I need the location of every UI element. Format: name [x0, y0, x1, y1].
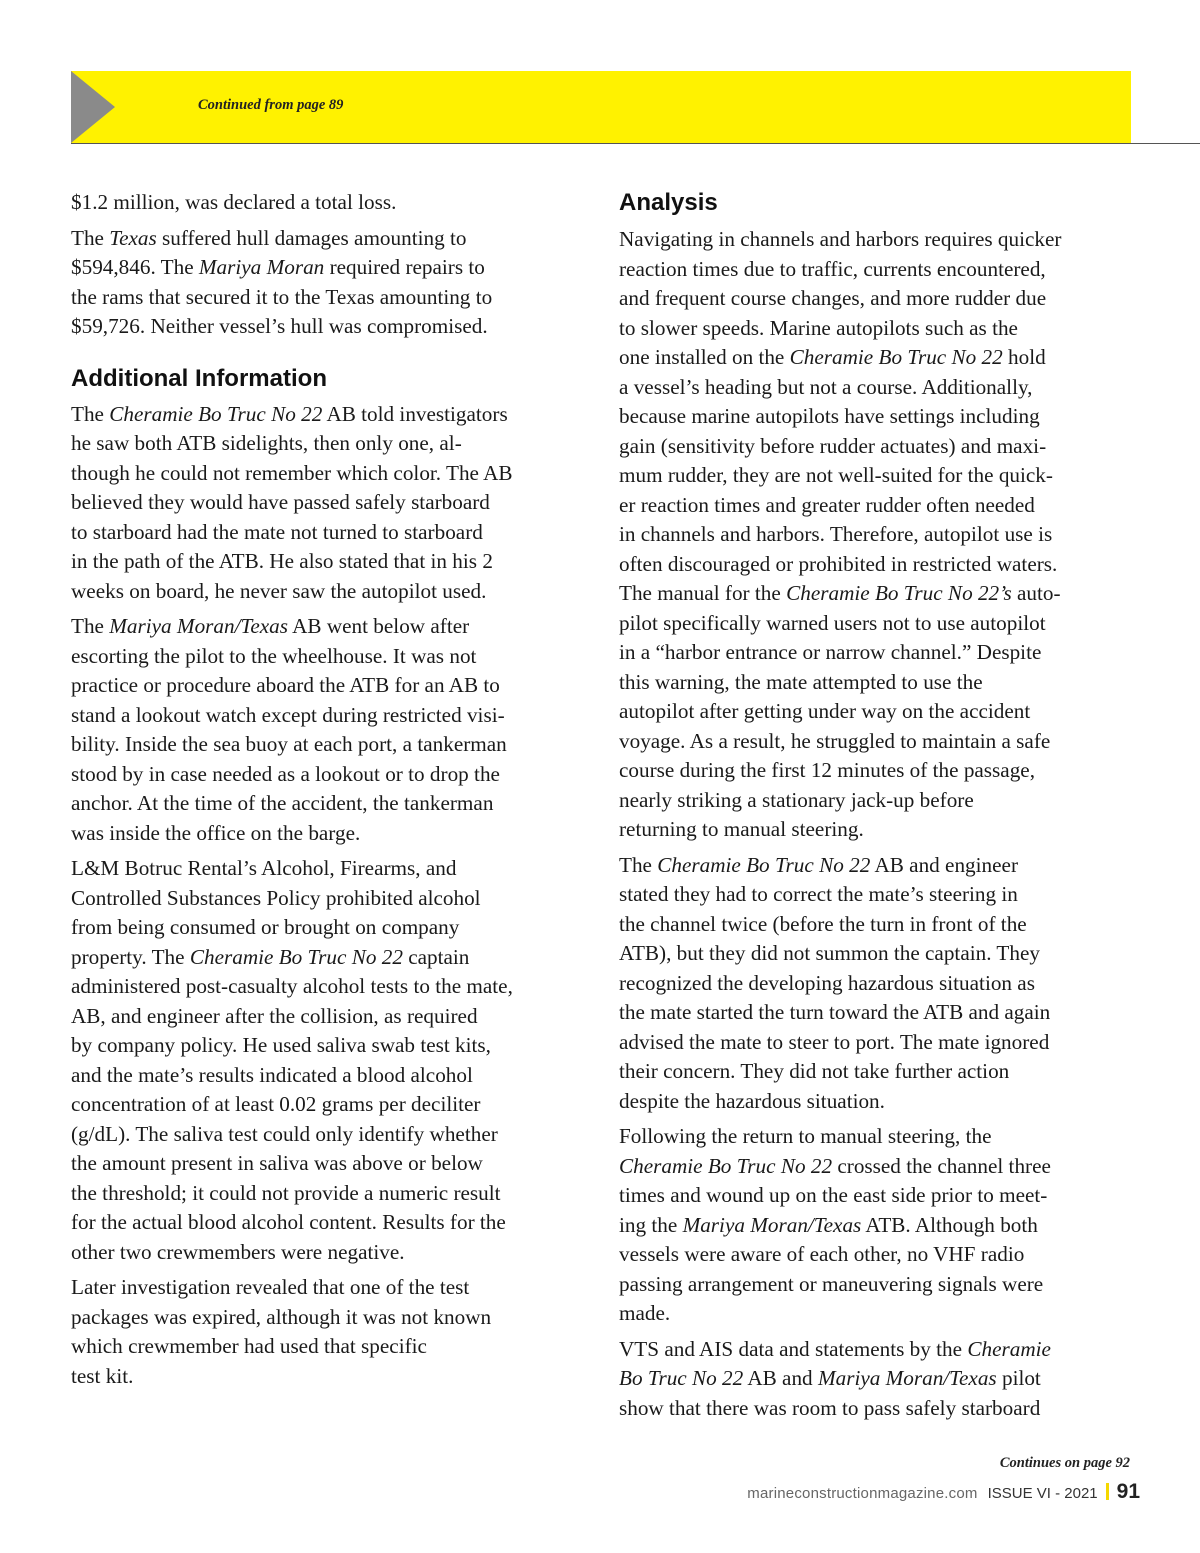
text-line: Bo Truc No 22 AB and Mariya Moran/Texas pilot — [619, 1366, 1041, 1390]
paragraph-later-investigation — [71, 1273, 586, 1391]
footer-separator — [1106, 1483, 1109, 1500]
text-line: the amount present in saliva was above or below — [71, 1151, 483, 1175]
vessel-name: Mariya Moran/Texas — [682, 1212, 862, 1237]
vessel-name: Bo Truc No 22 — [619, 1366, 744, 1390]
text-line: though he could not remember which color. The AB — [71, 460, 513, 485]
text-line: packages was expired, although it was not known — [71, 1304, 492, 1329]
text-line: $1.2 million, was declared a total loss. — [71, 190, 397, 214]
text-line: (g/dL). The saliva test could only identify whether — [71, 1121, 498, 1146]
text-line: AB, and engineer after the collision, as required — [71, 1003, 478, 1028]
text-line: their concern. They did not take further action — [619, 1059, 1010, 1083]
vessel-name: Cheramie Bo Truc No 22 — [109, 401, 323, 426]
text-line: autopilot after getting under way on the accident — [619, 699, 1031, 723]
text-line: the channel twice (before the turn in front of the — [619, 911, 1027, 936]
text-line: Navigating in channels and harbors requires quicker — [619, 227, 1062, 251]
paragraph-following — [619, 1122, 1139, 1329]
paragraph-alcohol-policy — [71, 854, 586, 1267]
text-line: because marine autopilots have settings including — [619, 404, 1040, 428]
text-line: stand a lookout watch except during restricted visi- — [71, 702, 505, 727]
right-column — [619, 188, 1139, 1429]
vessel-name: Mariya Moran — [198, 255, 325, 279]
text-line: escorting the pilot to the wheelhouse. It was not — [71, 643, 477, 668]
text-line: concentration of at least 0.02 grams per deciliter — [71, 1092, 481, 1116]
banner-arrow-icon — [71, 71, 115, 143]
text-line: often discouraged or prohibited in restricted waters. — [619, 551, 1058, 576]
text-line: recognized the developing hazardous situation as — [619, 970, 1035, 995]
text-line: anchor. At the time of the accident, the tankerman — [71, 791, 494, 815]
text-line: ATB), but they did not summon the captain. They — [619, 941, 1040, 965]
text-line: Later investigation revealed that one of the test — [71, 1275, 470, 1299]
vessel-name: Cheramie Bo Truc No 22’s — [786, 581, 1012, 605]
text-line: weeks on board, he never saw the autopilot used. — [71, 578, 487, 603]
text-line: vessels were aware of each other, no VHF radio — [619, 1242, 1025, 1266]
paragraph-engineer — [619, 851, 1139, 1117]
vessel-name: Mariya Moran/Texas — [109, 614, 288, 638]
text-line: the mate started the turn toward the ATB and again — [619, 1000, 1051, 1024]
paragraph-navigating — [619, 225, 1139, 845]
text-line: mum rudder, they are not well-suited for the quick- — [619, 463, 1053, 487]
text-line: the threshold; it could not provide a numeric result — [71, 1180, 501, 1205]
text-line: the rams that secured it to the Texas amounting to — [71, 284, 493, 309]
text-line: made. — [619, 1301, 671, 1325]
continued-from: Continued from page 89 — [198, 97, 344, 113]
text-line: and the mate’s results indicated a blood alcohol — [71, 1062, 473, 1087]
text-line: show that there was room to pass safely starboard — [619, 1395, 1041, 1420]
text-line: The Mariya Moran/Texas AB went below after — [71, 614, 470, 638]
text-line: The Cheramie Bo Truc No 22 AB and engineer — [619, 852, 1018, 877]
vessel-name: Mariya Moran/Texas — [817, 1366, 997, 1390]
text-line: course during the first 12 minutes of the passage, — [619, 758, 1036, 782]
page-footer — [747, 1480, 1140, 1504]
vessel-name: Cheramie Bo Truc No 22 — [789, 345, 1003, 369]
heading-additional-information: Additional Information — [71, 364, 327, 392]
text-line: times and wound up on the east side prior to meet- — [619, 1183, 1048, 1207]
left-column — [71, 188, 586, 1397]
text-line: advised the mate to steer to port. The mate ignored — [619, 1029, 1050, 1054]
text-line: L&M Botruc Rental’s Alcohol, Firearms, and — [71, 856, 457, 880]
text-line: to slower speeds. Marine autopilots such as the — [619, 315, 1018, 340]
text-line: Cheramie Bo Truc No 22 crossed the channel three — [619, 1153, 1051, 1178]
text-line: nearly striking a stationary jack-up before — [619, 787, 974, 812]
text-line: in the path of the ATB. He also stated that in his 2 — [71, 549, 493, 573]
text-line: $59,726. Neither vessel’s hull was compromised. — [71, 314, 488, 338]
text-line: property. The Cheramie Bo Truc No 22 captain — [71, 944, 470, 969]
text-line: The Texas suffered hull damages amounting to — [71, 225, 467, 250]
vessel-name: Texas — [109, 225, 157, 250]
text-line: this warning, the mate attempted to use the — [619, 669, 983, 694]
continues-on: Continues on page 92 — [999, 1455, 1130, 1471]
heading-analysis: Analysis — [619, 189, 718, 216]
text-line: by company policy. He used saliva swab test kits, — [71, 1033, 491, 1057]
text-line: gain (sensitivity before rudder actuates) and maxi- — [619, 433, 1047, 458]
footer-issue: ISSUE VI - 2021 — [987, 1485, 1098, 1502]
text-line: voyage. As a result, he struggled to maintain a safe — [619, 728, 1051, 753]
vessel-name: Cheramie — [967, 1336, 1051, 1361]
text-line: returning to manual steering. — [619, 817, 864, 841]
text-line: The Cheramie Bo Truc No 22 AB told investigators — [71, 401, 508, 426]
text-line: and frequent course changes, and more rudder due — [619, 286, 1047, 310]
text-line: believed they would have passed safely starboard — [71, 490, 490, 514]
text-line: VTS and AIS data and statements by the Cheramie — [619, 1336, 1051, 1361]
text-line: was inside the office on the barge. — [71, 820, 361, 845]
text-line: which crewmember had used that specific — [71, 1334, 427, 1358]
text-line: Controlled Substances Policy prohibited alcohol — [71, 885, 481, 910]
text-line: for the actual blood alcohol content. Results for the — [71, 1210, 506, 1234]
text-line: stood by in case needed as a lookout or to drop the — [71, 761, 500, 786]
text-line: from being consumed or brought on company — [71, 915, 460, 939]
text-line: he saw both ATB sidelights, then only one, al- — [71, 431, 462, 455]
paragraph-texas — [71, 224, 586, 342]
text-line: reaction times due to traffic, currents encountered, — [619, 256, 1046, 281]
text-line: er reaction times and greater rudder often needed — [619, 492, 1035, 517]
text-line: $594,846. The Mariya Moran required repairs to — [71, 255, 485, 279]
vessel-name: Cheramie Bo Truc No 22 — [657, 852, 871, 877]
intro-paragraph — [71, 188, 586, 218]
header-rule — [71, 143, 1200, 144]
vessel-name: Cheramie Bo Truc No 22 — [619, 1153, 833, 1178]
paragraph-ab-statement — [71, 400, 586, 607]
text-line: administered post-casualty alcohol tests to the mate, — [71, 974, 513, 998]
text-line: in a “harbor entrance or narrow channel.” Despite — [619, 640, 1042, 664]
vessel-name: Cheramie Bo Truc No 22 — [189, 944, 403, 969]
paragraph-vts — [619, 1335, 1139, 1424]
text-line: other two crewmembers were negative. — [71, 1239, 405, 1264]
text-line: ing the Mariya Moran/Texas ATB. Although both — [619, 1212, 1038, 1237]
text-line: stated they had to correct the mate’s steering in — [619, 882, 1018, 906]
text-line: one installed on the Cheramie Bo Truc No 22 hold — [619, 345, 1046, 369]
text-line: Following the return to manual steering, the — [619, 1124, 992, 1148]
text-line: test kit. — [71, 1363, 134, 1388]
text-line: a vessel’s heading but not a course. Additionally, — [619, 374, 1033, 399]
page-number: 91 — [1116, 1480, 1140, 1503]
text-line: to starboard had the mate not turned to starboard — [71, 519, 483, 544]
text-line: despite the hazardous situation. — [619, 1088, 885, 1113]
text-line: passing arrangement or maneuvering signals were — [619, 1271, 1044, 1296]
text-line: The manual for the Cheramie Bo Truc No 22’s auto- — [619, 581, 1061, 605]
footer-site: marineconstructionmagazine.com — [747, 1485, 978, 1502]
paragraph-mariya-moran — [71, 612, 586, 848]
text-line: in channels and harbors. Therefore, autopilot use is — [619, 522, 1053, 546]
text-line: pilot specifically warned users not to use autopilot — [619, 610, 1046, 635]
text-line: bility. Inside the sea buoy at each port, a tankerman — [71, 732, 507, 756]
text-line: practice or procedure aboard the ATB for an AB to — [71, 673, 500, 697]
